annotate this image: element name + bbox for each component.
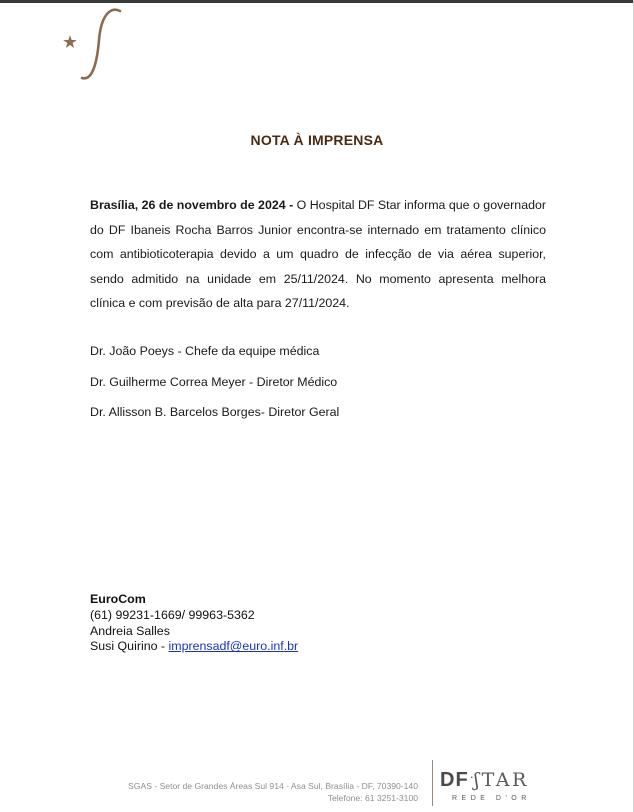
- signature-list: [90, 341, 550, 433]
- contact-person: Andreia Salles: [90, 623, 170, 638]
- dateline: Brasília, 26 de novembro de 2024 -: [90, 198, 294, 212]
- brand-subtitle: REDE D'OR: [452, 795, 531, 802]
- star-integral-icon: [56, 6, 126, 86]
- star-icon: [63, 35, 77, 48]
- window-top-bar: [0, 0, 634, 3]
- footer-address: SGAS - Setor de Grandes Áreas Sul 914 - Asa Sul, Brasília - DF, 70390-140: [128, 781, 418, 791]
- page-title: NOTA À IMPRENSA: [250, 132, 384, 148]
- contact-phones: (61) 99231-1669/ 99963-5362: [90, 607, 255, 622]
- signature-line: Dr. João Poeys - Chefe da equipe médica: [90, 344, 320, 358]
- press-contact-block: [90, 592, 390, 655]
- footer-phone: Telefone: 61 3251-3100: [327, 793, 418, 803]
- contact-email-link[interactable]: imprensadf@euro.inf.br: [168, 639, 299, 654]
- signature-line: Dr. Guilherme Correa Meyer - Diretor Médico: [90, 374, 338, 389]
- brand-wordmark: [440, 764, 544, 792]
- contact-person: Susi Quirino -: [90, 639, 169, 654]
- press-release-body: [90, 193, 546, 316]
- signature-line: Dr. Allisson B. Barcelos Borges- Diretor Geral: [90, 405, 340, 419]
- body-paragraph: O Hospital DF Star informa que o governador do DF Ibaneis Rocha Barros Junior encontra-se internado em tratamento clínico com antibioticoterapia devido a um quadro de infecção de via aérea superior, sendo admitido na unidade em 25/11/2024. No momento apresenta melhora clínica e com previsão de alta para 27/11/2024.: [90, 198, 546, 311]
- contact-person-email-line: [90, 639, 390, 655]
- brand-light-text: ʃTAR: [474, 769, 529, 791]
- brand-dot: ·: [469, 769, 475, 784]
- df-star-logo: [440, 764, 544, 808]
- integral-stroke: [82, 10, 120, 79]
- brand-bold-text: DF: [440, 769, 469, 791]
- footer-address-block: [80, 780, 418, 804]
- contact-org: EuroCom: [90, 592, 146, 606]
- footer-divider: [432, 760, 433, 806]
